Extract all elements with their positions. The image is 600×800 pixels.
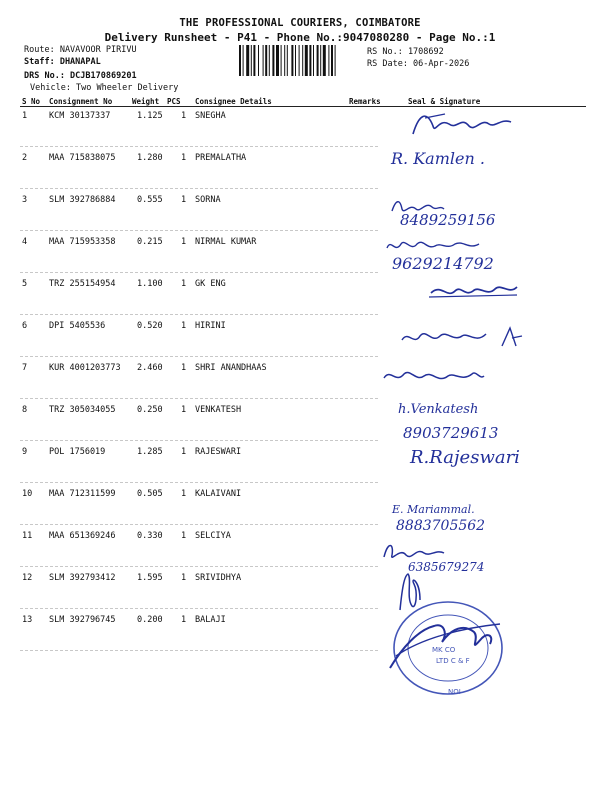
row-consignee: SHRI ANANDHAAS [195, 363, 267, 373]
row-weight: 1.280 [137, 153, 163, 163]
route-label: Route: NAVAVOOR PIRIVU [24, 45, 137, 55]
row-weight: 0.505 [137, 489, 163, 499]
row-divider [20, 608, 378, 609]
row-consignee: HIRINI [195, 321, 226, 331]
signature-2: R. Kamlen . [391, 149, 485, 168]
row-pcs: 1 [181, 279, 187, 289]
row-consignment: POL 1756019 [49, 447, 106, 457]
rs-number: RS No.: 1708692 [367, 47, 444, 57]
row-sno: 12 [22, 573, 33, 583]
signature-7-scribble [380, 362, 490, 392]
vehicle-label: Vehicle: Two Wheeler Delivery [30, 83, 179, 93]
row-consignment: TRZ 255154954 [49, 279, 116, 289]
row-divider [20, 440, 378, 441]
row-sno: 13 [22, 615, 33, 625]
row-divider [20, 566, 378, 567]
row-weight: 0.520 [137, 321, 163, 331]
signature-4-scribble [383, 234, 493, 256]
row-divider [20, 398, 378, 399]
row-pcs: 1 [181, 237, 187, 247]
row-consignee: KALAIVANI [195, 489, 242, 499]
runsheet-title: Delivery Runsheet - P41 - Phone No.:9047080280 - Page No.:1 [104, 31, 496, 44]
rs-date: RS Date: 06-Apr-2026 [367, 59, 470, 69]
row-pcs: 1 [181, 615, 187, 625]
row-consignment: SLM 392796745 [49, 615, 116, 625]
row-consignment: MAA 715953358 [49, 237, 116, 247]
seal-text-3: NOI [448, 688, 461, 696]
signature-8: h.Venkatesh [398, 402, 479, 417]
row-weight: 1.125 [137, 111, 163, 121]
row-sno: 10 [22, 489, 33, 499]
row-consignment: DPI 5405536 [49, 321, 106, 331]
col-sno: S No [22, 97, 41, 106]
signature-1-scribble [405, 104, 525, 144]
row-divider [20, 650, 378, 651]
row-sno: 11 [22, 531, 33, 541]
col-consignee: Consignee Details [195, 97, 272, 106]
row-divider [20, 188, 378, 189]
row-consignment: MAA 651369246 [49, 531, 116, 541]
row-weight: 1.285 [137, 447, 163, 457]
table-row [0, 401, 600, 443]
row-weight: 0.200 [137, 615, 163, 625]
row-pcs: 1 [181, 489, 187, 499]
row-sno: 5 [22, 279, 28, 289]
row-consignee: SELCIYA [195, 531, 231, 541]
signature-6-scribble [398, 322, 538, 352]
col-pcs: PCS [167, 97, 181, 106]
row-consignee: RAJESWARI [195, 447, 242, 457]
row-consignment: TRZ 305034055 [49, 405, 116, 415]
row-consignee: VENKATESH [195, 405, 242, 415]
row-sno: 9 [22, 447, 28, 457]
row-consignment: SLM 392793412 [49, 573, 116, 583]
table-row [0, 149, 600, 191]
table-row [0, 359, 600, 401]
row-pcs: 1 [181, 531, 187, 541]
signature-10: E. Mariammal. [392, 503, 475, 516]
row-consignee: BALAJI [195, 615, 226, 625]
row-sno: 6 [22, 321, 28, 331]
row-consignment: KUR 4001203773 [49, 363, 121, 373]
row-sno: 3 [22, 195, 28, 205]
row-consignee: NIRMAL KUMAR [195, 237, 257, 247]
row-divider [20, 314, 378, 315]
row-pcs: 1 [181, 195, 187, 205]
row-consignment: KCM 30137337 [49, 111, 111, 121]
signature-5-scribble [425, 277, 525, 303]
table-row [0, 569, 600, 611]
row-divider [20, 146, 378, 147]
row-pcs: 1 [181, 363, 187, 373]
row-divider [20, 356, 378, 357]
drs-number: DRS No.: DCJB170869201 [24, 71, 137, 81]
phone-row-10: 8883705562 [396, 518, 486, 534]
table-row [0, 485, 600, 527]
row-pcs: 1 [181, 321, 187, 331]
col-weight: Weight [132, 97, 160, 106]
row-weight: 0.330 [137, 531, 163, 541]
col-seal-signature: Seal & Signature [408, 97, 481, 106]
row-pcs: 1 [181, 573, 187, 583]
row-divider [20, 482, 378, 483]
row-weight: 1.595 [137, 573, 163, 583]
row-divider [20, 524, 378, 525]
row-pcs: 1 [181, 447, 187, 457]
row-weight: 0.250 [137, 405, 163, 415]
table-row [0, 611, 600, 653]
barcode-icon [238, 45, 362, 76]
phone-row-8: 8903729613 [403, 424, 499, 442]
row-weight: 0.555 [137, 195, 163, 205]
row-sno: 2 [22, 153, 28, 163]
company-title: THE PROFESSIONAL COURIERS, COIMBATORE [179, 17, 421, 29]
table-row [0, 191, 600, 233]
row-pcs: 1 [181, 153, 187, 163]
row-divider [20, 230, 378, 231]
row-pcs: 1 [181, 405, 187, 415]
row-consignment: MAA 715838075 [49, 153, 116, 163]
staff-label: Staff: DHANAPAL [24, 57, 101, 67]
row-consignment: SLM 392786884 [49, 195, 116, 205]
phone-row-11: 6385679274 [408, 560, 485, 574]
signature-9: R.Rajeswari [410, 447, 520, 468]
row-consignee: SRIVIDHYA [195, 573, 242, 583]
row-weight: 1.100 [137, 279, 163, 289]
row-sno: 8 [22, 405, 28, 415]
seal-text-1: MK CO [432, 646, 456, 654]
row-sno: 7 [22, 363, 28, 373]
seal-text-2: LTD C & F [436, 657, 470, 665]
row-consignee: SNEGHA [195, 111, 226, 121]
row-sno: 4 [22, 237, 28, 247]
row-pcs: 1 [181, 111, 187, 121]
col-consignment: Consignment No [49, 97, 113, 106]
row-weight: 2.460 [137, 363, 163, 373]
row-consignee: PREMALATHA [195, 153, 247, 163]
row-weight: 0.215 [137, 237, 163, 247]
table-row [0, 527, 600, 569]
row-divider [20, 272, 378, 273]
col-remarks: Remarks [349, 97, 381, 106]
row-consignee: GK ENG [195, 279, 226, 289]
row-consignment: MAA 712311599 [49, 489, 116, 499]
row-consignee: SORNA [195, 195, 221, 205]
row-sno: 1 [22, 111, 28, 121]
phone-row-4: 9629214792 [392, 254, 494, 273]
phone-row-3: 8489259156 [400, 211, 496, 229]
table-row [0, 233, 600, 275]
